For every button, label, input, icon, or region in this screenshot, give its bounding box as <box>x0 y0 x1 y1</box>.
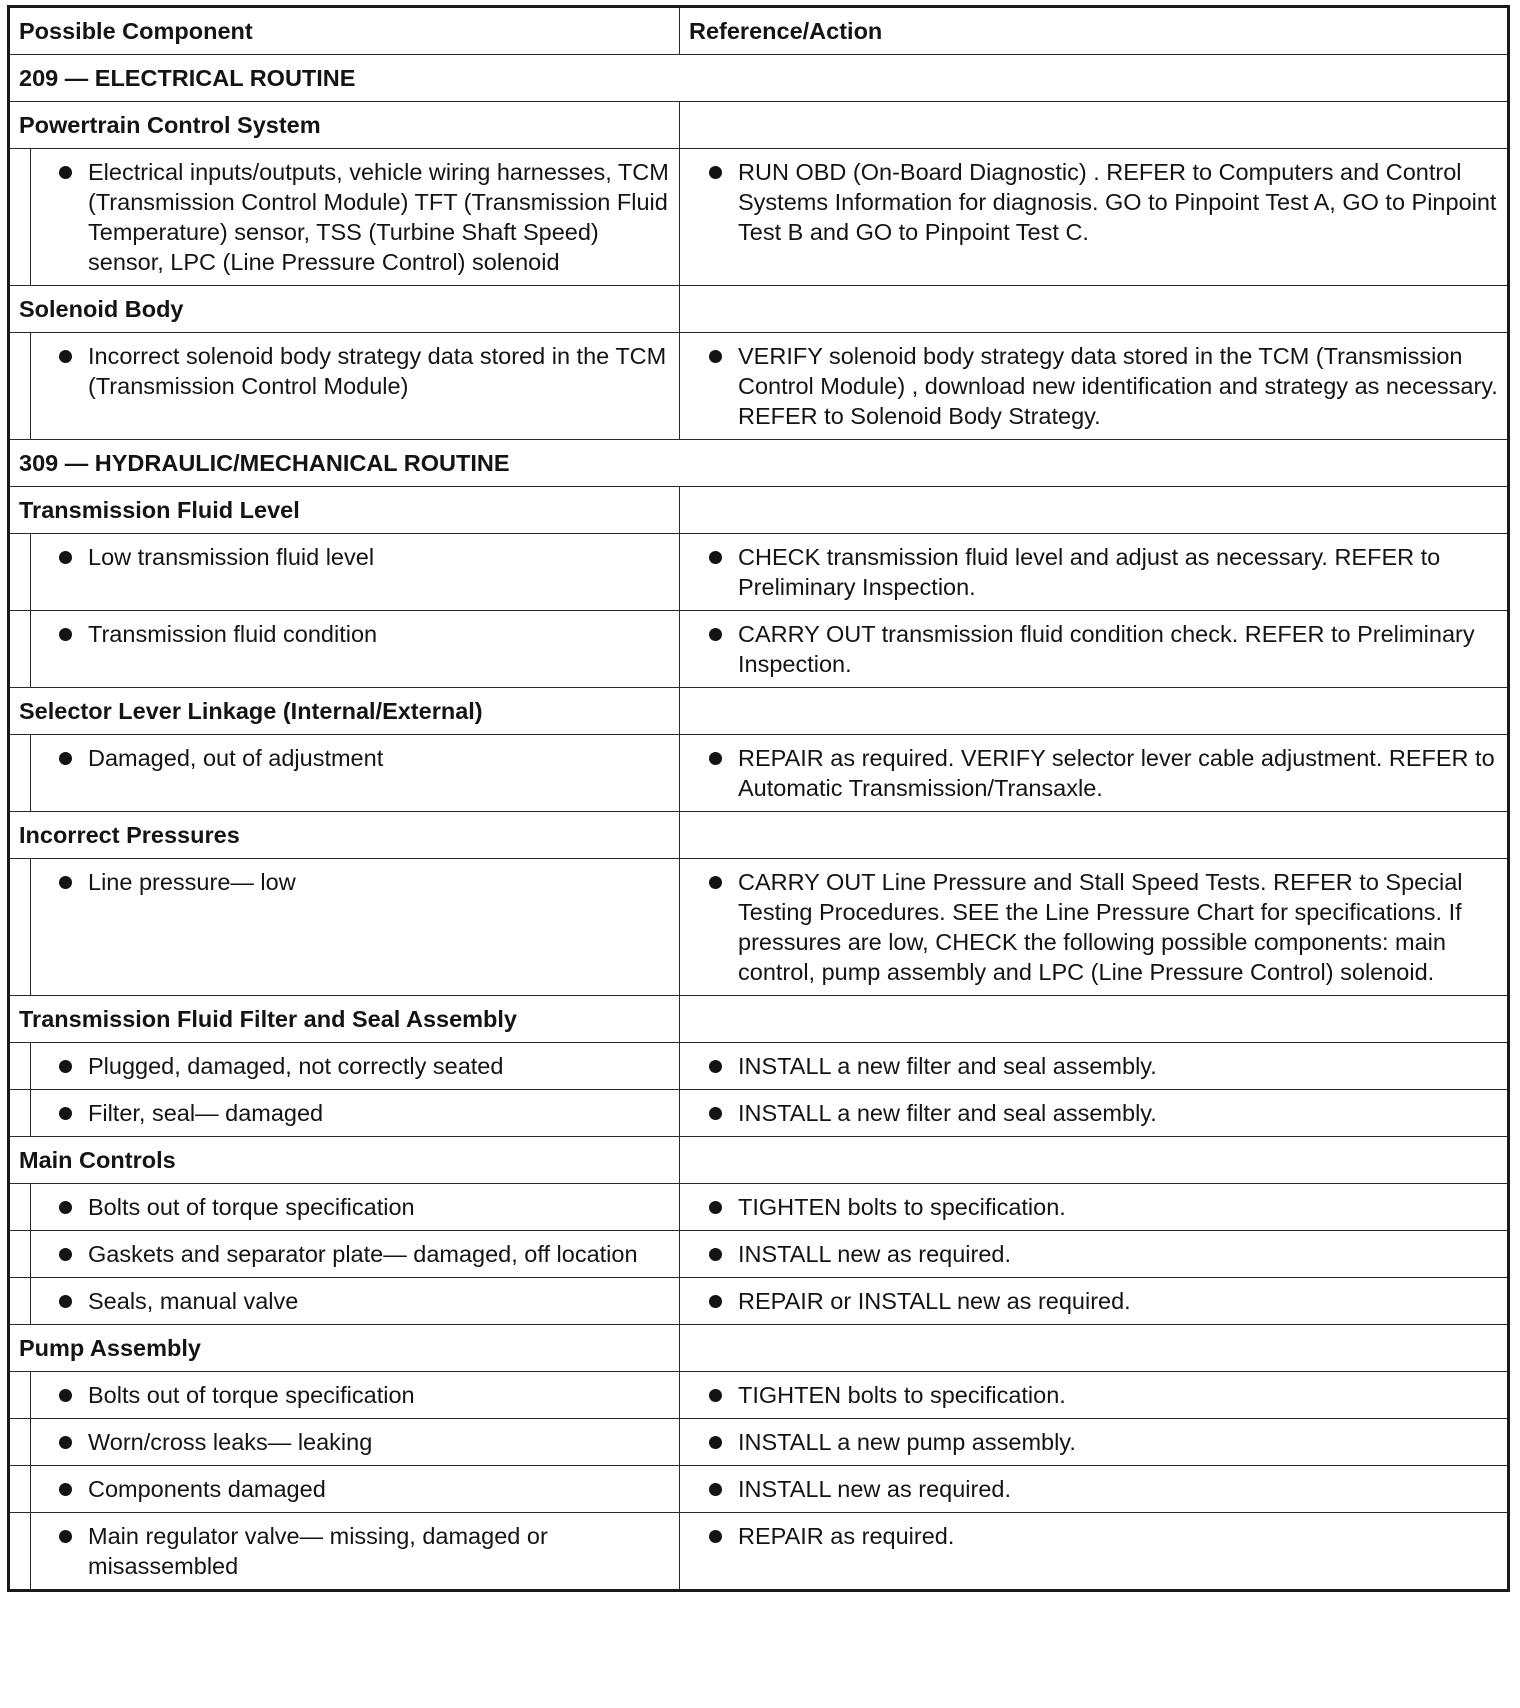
section-row <box>9 55 1509 102</box>
action-text: TIGHTEN bolts to specification. <box>689 1380 1498 1410</box>
action-text: INSTALL a new filter and seal assembly. <box>689 1098 1498 1128</box>
action-text: INSTALL a new pump assembly. <box>689 1427 1498 1457</box>
diagnostic-table <box>7 5 1510 1592</box>
group-title: Pump Assembly <box>9 1325 680 1372</box>
component-text: Low transmission fluid level <box>40 542 670 572</box>
group-title: Transmission Fluid Level <box>9 487 680 534</box>
action-cell <box>680 1466 1509 1513</box>
group-row <box>9 102 1509 149</box>
component-cell <box>31 534 680 611</box>
section-title: 309 — HYDRAULIC/MECHANICAL ROUTINE <box>9 440 1509 487</box>
indent-cell <box>9 859 31 996</box>
group-action-empty <box>680 688 1509 735</box>
group-row <box>9 286 1509 333</box>
component-text: Bolts out of torque specification <box>40 1380 670 1410</box>
action-text: REPAIR as required. <box>689 1521 1498 1551</box>
action-text: CHECK transmission fluid level and adjust as necessary. REFER to Preliminary Inspection. <box>689 542 1498 602</box>
component-text: Main regulator valve— missing, damaged or misassembled <box>40 1521 670 1581</box>
action-cell <box>680 1372 1509 1419</box>
group-row <box>9 1325 1509 1372</box>
table-row <box>9 1184 1509 1231</box>
component-text: Filter, seal— damaged <box>40 1098 670 1128</box>
action-cell <box>680 1278 1509 1325</box>
group-action-empty <box>680 1137 1509 1184</box>
component-cell <box>31 1513 680 1591</box>
indent-cell <box>9 1278 31 1325</box>
table-row <box>9 1043 1509 1090</box>
component-cell <box>31 859 680 996</box>
component-cell <box>31 1231 680 1278</box>
table-row <box>9 1466 1509 1513</box>
action-cell <box>680 611 1509 688</box>
component-text: Incorrect solenoid body strategy data stored in the TCM (Transmission Control Module) <box>40 341 670 401</box>
action-cell <box>680 1043 1509 1090</box>
component-text: Transmission fluid condition <box>40 619 670 649</box>
table-row <box>9 1513 1509 1591</box>
group-row <box>9 1137 1509 1184</box>
component-text: Electrical inputs/outputs, vehicle wiring harnesses, TCM (Transmission Control Module) TFT (Transmission Fluid Temperature) sensor, TSS (Turbine Shaft Speed) sensor, LPC (Line Pressure Control) solenoid <box>40 157 670 277</box>
group-action-empty <box>680 812 1509 859</box>
group-title: Main Controls <box>9 1137 680 1184</box>
action-text: VERIFY solenoid body strategy data stored in the TCM (Transmission Control Module) , download new identification and strategy as necessary. REFER to Solenoid Body Strategy. <box>689 341 1498 431</box>
component-cell <box>31 1184 680 1231</box>
table-row <box>9 1090 1509 1137</box>
group-row <box>9 487 1509 534</box>
indent-cell <box>9 1184 31 1231</box>
table-body <box>9 55 1509 1591</box>
component-text: Worn/cross leaks— leaking <box>40 1427 670 1457</box>
table-row <box>9 149 1509 286</box>
action-text: RUN OBD (On-Board Diagnostic) . REFER to Computers and Control Systems Information for diagnosis. GO to Pinpoint Test A, GO to Pinpoint Test B and GO to Pinpoint Test C. <box>689 157 1498 247</box>
indent-cell <box>9 1513 31 1591</box>
group-action-empty <box>680 996 1509 1043</box>
section-title: 209 — ELECTRICAL ROUTINE <box>9 55 1509 102</box>
component-cell <box>31 1043 680 1090</box>
component-text: Line pressure— low <box>40 867 670 897</box>
action-text: INSTALL new as required. <box>689 1474 1498 1504</box>
component-cell <box>31 333 680 440</box>
component-cell <box>31 611 680 688</box>
table-row <box>9 534 1509 611</box>
component-text: Seals, manual valve <box>40 1286 670 1316</box>
component-text: Bolts out of torque specification <box>40 1192 670 1222</box>
action-cell <box>680 1513 1509 1591</box>
table-row <box>9 735 1509 812</box>
action-cell <box>680 534 1509 611</box>
component-cell <box>31 1372 680 1419</box>
table-row <box>9 1372 1509 1419</box>
action-cell <box>680 1090 1509 1137</box>
component-cell <box>31 1419 680 1466</box>
action-text: REPAIR or INSTALL new as required. <box>689 1286 1498 1316</box>
action-cell <box>680 1419 1509 1466</box>
component-text: Components damaged <box>40 1474 670 1504</box>
group-title: Incorrect Pressures <box>9 812 680 859</box>
indent-cell <box>9 1466 31 1513</box>
group-action-empty <box>680 286 1509 333</box>
action-cell <box>680 735 1509 812</box>
action-text: INSTALL a new filter and seal assembly. <box>689 1051 1498 1081</box>
indent-cell <box>9 611 31 688</box>
group-row <box>9 688 1509 735</box>
group-action-empty <box>680 1325 1509 1372</box>
group-action-empty <box>680 487 1509 534</box>
indent-cell <box>9 149 31 286</box>
table-header-row <box>9 7 1509 55</box>
component-text: Damaged, out of adjustment <box>40 743 670 773</box>
component-cell <box>31 1466 680 1513</box>
action-text: REPAIR as required. VERIFY selector lever cable adjustment. REFER to Automatic Transmission/Transaxle. <box>689 743 1498 803</box>
component-text: Plugged, damaged, not correctly seated <box>40 1051 670 1081</box>
component-cell <box>31 149 680 286</box>
group-title: Transmission Fluid Filter and Seal Assembly <box>9 996 680 1043</box>
indent-cell <box>9 1372 31 1419</box>
action-text: CARRY OUT Line Pressure and Stall Speed Tests. REFER to Special Testing Procedures. SEE the Line Pressure Chart for specifications. If pressures are low, CHECK the following possible components: main control, pump assembly and LPC (Line Pressure Control) solenoid. <box>689 867 1498 987</box>
action-cell <box>680 1231 1509 1278</box>
indent-cell <box>9 1043 31 1090</box>
component-cell <box>31 1278 680 1325</box>
indent-cell <box>9 1231 31 1278</box>
header-reference-action: Reference/Action <box>680 7 1509 55</box>
group-action-empty <box>680 102 1509 149</box>
indent-cell <box>9 1090 31 1137</box>
action-cell <box>680 333 1509 440</box>
indent-cell <box>9 1419 31 1466</box>
table-row <box>9 611 1509 688</box>
section-row <box>9 440 1509 487</box>
group-title: Powertrain Control System <box>9 102 680 149</box>
group-title: Selector Lever Linkage (Internal/External) <box>9 688 680 735</box>
indent-cell <box>9 735 31 812</box>
group-title: Solenoid Body <box>9 286 680 333</box>
indent-cell <box>9 534 31 611</box>
action-cell <box>680 1184 1509 1231</box>
action-text: TIGHTEN bolts to specification. <box>689 1192 1498 1222</box>
group-row <box>9 996 1509 1043</box>
table-row <box>9 1419 1509 1466</box>
group-row <box>9 812 1509 859</box>
action-text: CARRY OUT transmission fluid condition check. REFER to Preliminary Inspection. <box>689 619 1498 679</box>
component-cell <box>31 1090 680 1137</box>
component-text: Gaskets and separator plate— damaged, off location <box>40 1239 670 1269</box>
action-text: INSTALL new as required. <box>689 1239 1498 1269</box>
component-cell <box>31 735 680 812</box>
action-cell <box>680 149 1509 286</box>
header-possible-component: Possible Component <box>9 7 680 55</box>
indent-cell <box>9 333 31 440</box>
action-cell <box>680 859 1509 996</box>
table-row <box>9 1278 1509 1325</box>
table-row <box>9 1231 1509 1278</box>
table-row <box>9 859 1509 996</box>
table-row <box>9 333 1509 440</box>
